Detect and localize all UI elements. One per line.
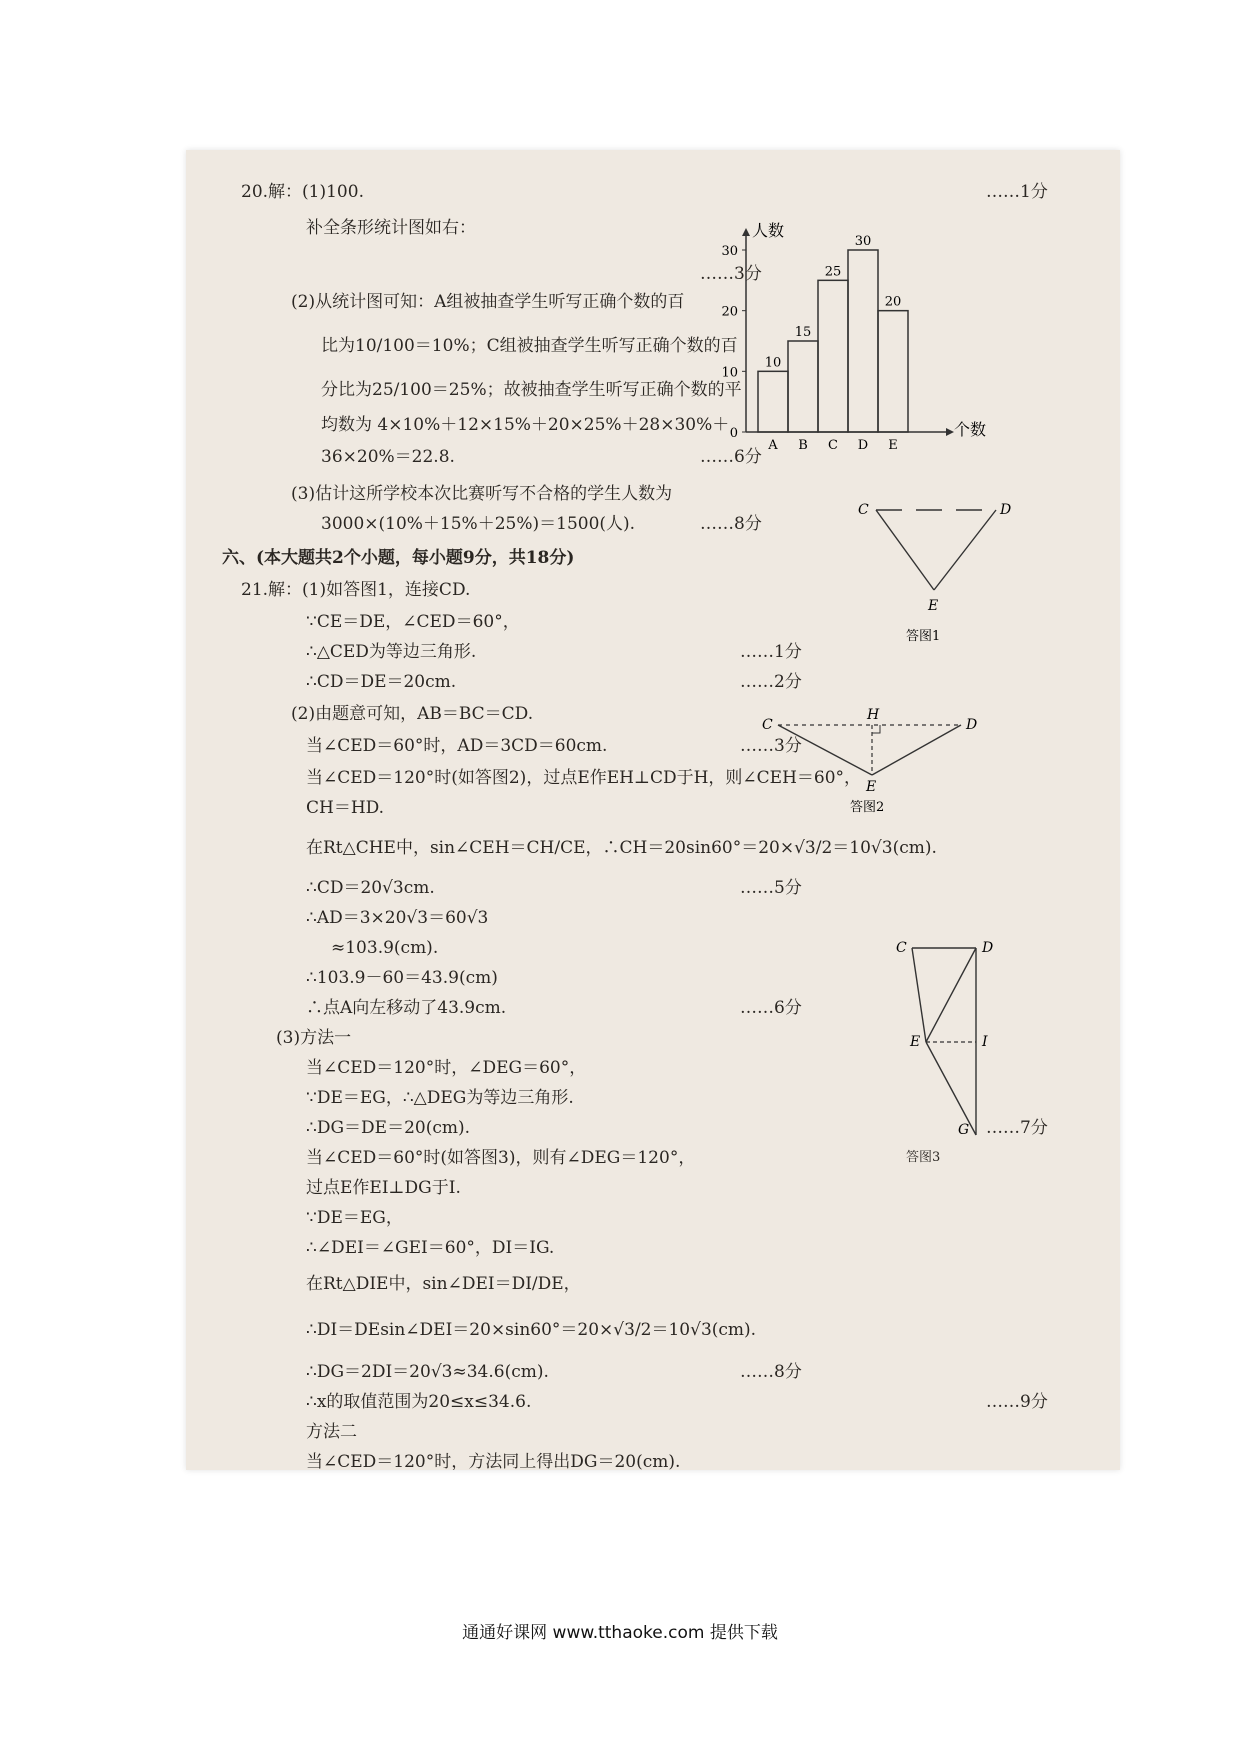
solution-line: 在Rt△CHE中，sin∠CEH＝CH/CE，∴CH＝20sin60°＝20×√3/2＝10√3(cm). — [306, 838, 937, 858]
solution-line: ∴x的取值范围为20≤x≤34.6. — [306, 1392, 532, 1412]
fig2-label-c: C — [762, 717, 773, 733]
solution-line: ∴103.9－60＝43.9(cm) — [306, 968, 498, 988]
solution-line: ∴点A向左移动了43.9cm. — [306, 998, 507, 1018]
solution-line: 36×20%＝22.8. — [321, 447, 455, 467]
chart-y-tick-label: 20 — [721, 304, 738, 320]
chart-x-tick-label: C — [828, 438, 838, 453]
score-mark: ……1分 — [740, 642, 802, 662]
solution-line: ∴DI＝DEsin∠DEI＝20×sin60°＝20×√3/2＝10√3(cm). — [306, 1320, 757, 1340]
figure-3 — [886, 930, 1006, 1140]
fig1-label-e: E — [928, 598, 939, 614]
fig3-label-d: D — [982, 940, 994, 956]
solution-line: ∵DE＝EG，∴△DEG为等边三角形. — [306, 1088, 574, 1108]
solution-line: 分比为25/100＝25%；故被抽查学生听写正确个数的平 — [321, 380, 742, 400]
score-mark: ……3分 — [740, 736, 802, 756]
chart-data-label: 10 — [764, 355, 782, 371]
chart-y-tick-label: 10 — [721, 365, 738, 381]
solution-line: 当∠CED＝120°时(如答图2)，过点E作EH⊥CD于H，则∠CEH＝60°， — [306, 768, 862, 788]
fig2-label-d: D — [966, 717, 978, 733]
score-mark: ……1分 — [986, 182, 1048, 202]
solution-line: (2)从统计图可知：A组被抽查学生听写正确个数的百 — [291, 292, 685, 312]
solution-line: 过点E作EI⊥DG于I. — [306, 1178, 461, 1198]
chart-bar — [758, 371, 788, 432]
solution-line: 当∠CED＝60°时(如答图3)，则有∠DEG＝120°， — [306, 1148, 696, 1168]
solution-line: ∵DE＝EG， — [306, 1208, 403, 1228]
solution-line: ∴AD＝3×20√3＝60√3 — [306, 908, 489, 928]
solution-line: 3000×(10%＋15%＋25%)＝1500(人). — [321, 514, 636, 534]
bar-chart — [706, 220, 1006, 520]
score-mark: ……8分 — [700, 514, 762, 534]
fig2-caption: 答图2 — [850, 800, 885, 815]
chart-bars — [758, 234, 908, 453]
chart-x-tick-label: E — [888, 438, 898, 453]
solution-line: ∵CE＝DE，∠CED＝60°， — [306, 612, 520, 632]
fig3-label-g: G — [958, 1122, 970, 1138]
fig2-label-h: H — [867, 707, 880, 723]
answer-sheet — [186, 150, 1120, 1470]
fig2-label-e: E — [866, 779, 877, 795]
solution-line: ≈103.9(cm). — [331, 938, 439, 958]
chart-y-tick-label: 30 — [721, 244, 738, 259]
solution-line: 20.解：(1)100. — [241, 182, 364, 202]
chart-data-label: 25 — [824, 264, 842, 280]
score-mark: ……6分 — [700, 447, 762, 467]
score-mark: ……5分 — [740, 878, 802, 898]
chart-data-label: 20 — [884, 294, 902, 310]
solution-line: (3)方法一 — [276, 1028, 352, 1048]
fig3-label-i: I — [982, 1034, 988, 1050]
score-mark: ……6分 — [740, 998, 802, 1018]
chart-x-tick-label: D — [857, 438, 869, 453]
chart-data-label: 15 — [794, 325, 812, 340]
figure-2 — [756, 705, 996, 825]
y-axis-arrow — [742, 228, 750, 236]
fig1-label-d: D — [1000, 502, 1012, 518]
chart-bar — [878, 311, 908, 432]
solution-line: 补全条形统计图如右： — [306, 218, 476, 238]
chart-x-tick-label: B — [798, 438, 808, 453]
solution-line: ∴∠DEI＝∠GEI＝60°，DI＝IG. — [306, 1238, 555, 1258]
solution-line: 当∠CED＝60°时，AD＝3CD＝60cm. — [306, 736, 608, 756]
solution-line: 当∠CED＝120°时，方法同上得出DG＝20(cm). — [306, 1452, 681, 1470]
solution-line: ∴△CED为等边三角形. — [306, 642, 477, 662]
figure-1 — [846, 490, 1016, 650]
solution-line: (3)估计这所学校本次比赛听写不合格的学生人数为 — [291, 484, 673, 504]
chart-x-tick-label: A — [768, 438, 778, 453]
solution-line: ∴CD＝20√3cm. — [306, 878, 435, 898]
chart-data-label: 30 — [854, 234, 872, 249]
solution-line: 当∠CED＝120°时，∠DEG＝60°， — [306, 1058, 587, 1078]
solution-line: (2)由题意可知，AB＝BC＝CD. — [291, 704, 534, 724]
chart-y-ticks — [721, 244, 746, 441]
chart-bar — [848, 250, 878, 432]
fig1-label-c: C — [858, 502, 869, 518]
solution-line: ∴DG＝DE＝20(cm). — [306, 1118, 471, 1138]
solution-line: ∴CD＝DE＝20cm. — [306, 672, 457, 692]
solution-line: 比为10/100＝10%；C组被抽查学生听写正确个数的百 — [321, 336, 738, 356]
chart-xlabel: 个数 — [954, 420, 987, 439]
chart-bar — [788, 341, 818, 432]
fig3-label-c: C — [896, 940, 907, 956]
solution-line: 六、(本大题共2个小题，每小题9分，共18分) — [222, 548, 575, 568]
score-mark: ……9分 — [986, 1392, 1048, 1412]
fig1-caption: 答图1 — [906, 629, 941, 644]
solution-line: CH＝HD. — [306, 798, 385, 818]
solution-line: 方法二 — [306, 1422, 357, 1442]
score-mark: ……3分 — [700, 264, 762, 284]
x-axis-arrow — [946, 428, 954, 436]
chart-ylabel: 人数 — [752, 221, 785, 240]
score-mark: ……7分 — [986, 1118, 1048, 1138]
footer-text: 通通好课网 www.tthaoke.com 提供下载 — [462, 1623, 778, 1643]
solution-line: 均数为 4×10%＋12×15%＋20×25%＋28×30%＋ — [321, 415, 730, 435]
solution-line: ∴DG＝2DI＝20√3≈34.6(cm). — [306, 1362, 549, 1382]
solution-line: 在Rt△DIE中，sin∠DEI＝DI/DE， — [306, 1274, 581, 1294]
solution-line: 21.解：(1)如答图1，连接CD. — [241, 580, 471, 600]
fig3-caption: 答图3 — [906, 1150, 941, 1165]
score-mark: ……8分 — [740, 1362, 802, 1382]
score-mark: ……2分 — [740, 672, 802, 692]
fig3-label-e: E — [910, 1034, 921, 1050]
chart-y-tick-label: 0 — [729, 426, 738, 441]
chart-bar — [818, 280, 848, 432]
